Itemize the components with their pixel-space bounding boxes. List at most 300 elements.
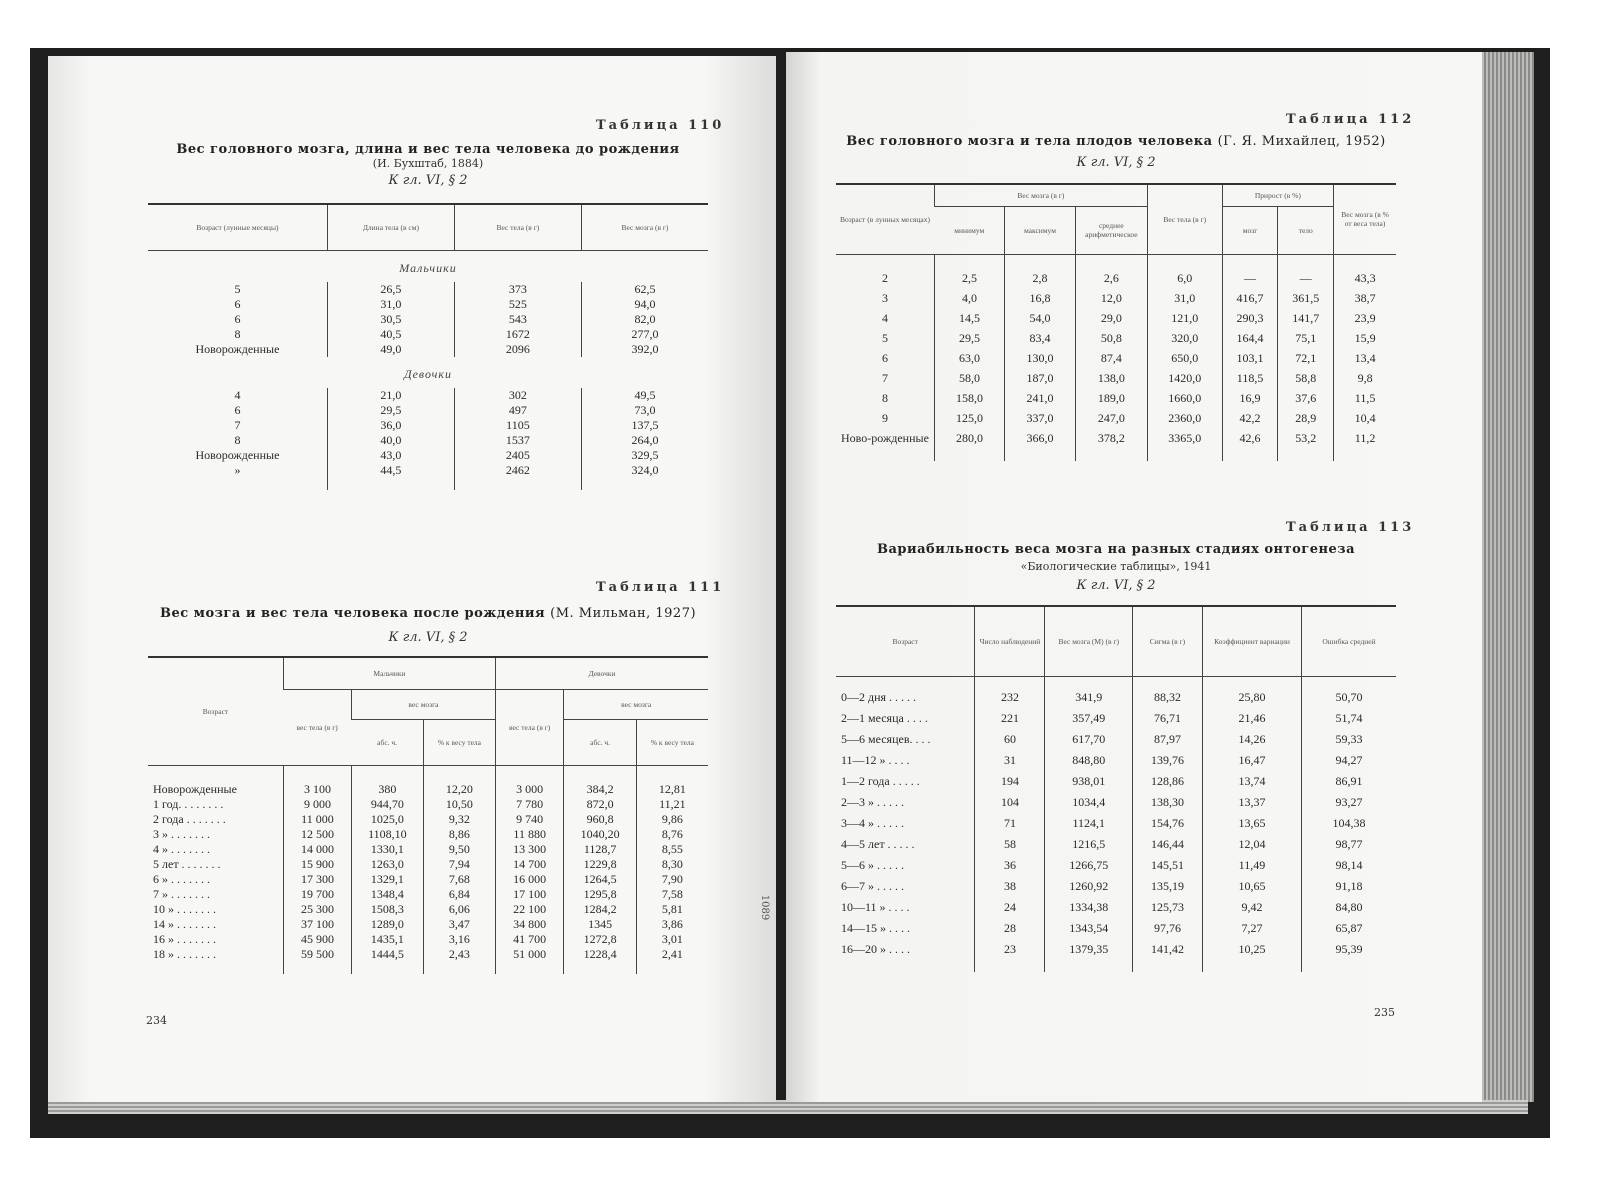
table-cell: 2360,0 — [1147, 409, 1222, 429]
table-row — [148, 917, 708, 932]
table-cell: 5—6 » . . . . . — [841, 857, 904, 872]
table-row — [836, 939, 1396, 960]
table-cell: 13,37 — [1202, 792, 1301, 813]
table-cell: 3,01 — [636, 932, 708, 947]
table113-header-sigma: Сигма (в г) — [1132, 606, 1202, 676]
table-cell: 1343,54 — [1045, 918, 1133, 939]
table111-header-girls-body: вес тела (в г) — [495, 689, 563, 765]
table111-header-boys-abs: абс. ч. — [351, 719, 423, 765]
table-row — [836, 813, 1396, 834]
table-cell: 3,16 — [423, 932, 495, 947]
table-cell: 17 300 — [283, 872, 351, 887]
table-cell: 357,49 — [1045, 708, 1133, 729]
table-cell: 11,5 — [1334, 389, 1396, 409]
table-cell: 290,3 — [1222, 309, 1278, 329]
table-cell: 7,58 — [636, 887, 708, 902]
table-cell: 29,0 — [1075, 309, 1147, 329]
table-cell: 71 — [975, 813, 1045, 834]
table-cell: 11,21 — [636, 797, 708, 812]
table112-header-body: Вес тела (в г) — [1147, 184, 1222, 254]
table-cell: 128,86 — [1132, 771, 1202, 792]
table111-header-boys-pct: % к весу тела — [423, 719, 495, 765]
table-cell: 10,50 — [423, 797, 495, 812]
table110-section-girls: Девочки — [403, 366, 453, 381]
table112 — [836, 183, 1396, 461]
table111-header-age: Возраст — [148, 657, 283, 765]
page-bottom-edges — [48, 1100, 1528, 1114]
table-cell: 2—1 месяца . . . . — [841, 710, 928, 725]
table-cell: 104,38 — [1302, 813, 1397, 834]
table-cell: 5,81 — [636, 902, 708, 917]
table-cell: 2,43 — [423, 947, 495, 962]
table111-header-girls: Девочки — [495, 657, 708, 689]
table-cell: 13,74 — [1202, 771, 1301, 792]
table112-header-ratio: Вес мозга (в % от веса тела) — [1334, 184, 1396, 254]
table-row: 8 40,5 1672 277,0 — [148, 327, 708, 342]
table-row — [148, 887, 708, 902]
table110 — [148, 203, 708, 490]
table112-header-age: Возраст (в лунных месяцах) — [836, 184, 934, 254]
table-cell: 617,70 — [1045, 729, 1133, 750]
table-cell: 187,0 — [1005, 369, 1076, 389]
table-cell: 145,51 — [1132, 855, 1202, 876]
table-cell: 94,27 — [1302, 750, 1397, 771]
table-row — [148, 827, 708, 842]
table-cell: 43,3 — [1334, 269, 1396, 289]
table-cell: 9,50 — [423, 842, 495, 857]
table-cell: 12 500 — [283, 827, 351, 842]
table-cell: 87,97 — [1132, 729, 1202, 750]
table112-title: Вес головного мозга и тела плодов человека (Г. Я. Михайлец, 1952) — [846, 134, 1386, 149]
table-cell: 98,14 — [1302, 855, 1397, 876]
table-cell: 1266,75 — [1045, 855, 1133, 876]
table-cell: 6 » . . . . . . . — [153, 871, 210, 886]
table-cell: 104 — [975, 792, 1045, 813]
table-cell: 6 — [881, 351, 888, 365]
table-cell: 194 — [975, 771, 1045, 792]
table-cell: 938,01 — [1045, 771, 1133, 792]
table112-header-gain-body: тело — [1278, 206, 1334, 254]
table-cell: — — [1222, 269, 1278, 289]
table-row — [836, 855, 1396, 876]
page-number-left: 234 — [146, 1014, 167, 1027]
table-cell: 1228,4 — [564, 947, 636, 962]
table-cell: 3 — [881, 291, 888, 305]
table-cell: 16,47 — [1202, 750, 1301, 771]
table-cell: 8,76 — [636, 827, 708, 842]
table113-ref: К гл. VI, § 2 — [1076, 578, 1156, 593]
table-cell: 9,86 — [636, 812, 708, 827]
table-cell: 4 — [881, 311, 888, 325]
table-cell: 141,7 — [1278, 309, 1334, 329]
table111-header-boys-brain: вес мозга — [351, 689, 495, 719]
table-cell: 37,6 — [1278, 389, 1334, 409]
table-cell: 14,5 — [934, 309, 1004, 329]
table-cell: 5—6 месяцев. . . . — [841, 731, 931, 746]
table-cell: 10,25 — [1202, 939, 1301, 960]
table-cell: 141,42 — [1132, 939, 1202, 960]
table-row — [836, 409, 1396, 429]
table-cell: 8 — [881, 391, 888, 405]
table112-header-brain: Вес мозга (в г) — [934, 184, 1147, 206]
table-cell: 42,2 — [1222, 409, 1278, 429]
table-cell: 65,87 — [1302, 918, 1397, 939]
table-cell: 58 — [975, 834, 1045, 855]
table-cell: 24 — [975, 897, 1045, 918]
table-cell: 125,73 — [1132, 897, 1202, 918]
table-cell: 76,71 — [1132, 708, 1202, 729]
table-cell: 1108,10 — [351, 827, 423, 842]
table-cell: 3,47 — [423, 917, 495, 932]
table-cell: 118,5 — [1222, 369, 1278, 389]
table-cell: 2,41 — [636, 947, 708, 962]
table-cell: 9 000 — [283, 797, 351, 812]
table113-label: Таблица 113 — [1286, 520, 1415, 535]
table-cell: 31 — [975, 750, 1045, 771]
table-cell: 95,39 — [1302, 939, 1397, 960]
table-cell: 38,7 — [1334, 289, 1396, 309]
table-cell: Новорожденные — [153, 781, 237, 796]
table-cell: 3365,0 — [1147, 429, 1222, 449]
table-cell: 91,18 — [1302, 876, 1397, 897]
table-cell: 72,1 — [1278, 349, 1334, 369]
table-cell: 1128,7 — [564, 842, 636, 857]
table-cell: 8,86 — [423, 827, 495, 842]
table-row — [836, 876, 1396, 897]
table-cell: 221 — [975, 708, 1045, 729]
table-cell: 1040,20 — [564, 827, 636, 842]
table-row: 5 26,5 373 62,5 — [148, 282, 708, 297]
table-cell: 1329,1 — [351, 872, 423, 887]
table-cell: 34 800 — [495, 917, 563, 932]
table-cell: 384,2 — [564, 782, 636, 797]
table-cell: 13,65 — [1202, 813, 1301, 834]
table-cell: 14—15 » . . . . — [841, 920, 910, 935]
table-cell: 16 000 — [495, 872, 563, 887]
table-cell: 15,9 — [1334, 329, 1396, 349]
table112-header-gain: Прирост (в %) — [1222, 184, 1333, 206]
table-cell: 130,0 — [1005, 349, 1076, 369]
table-row — [836, 792, 1396, 813]
table-row — [148, 782, 708, 797]
table-cell: 189,0 — [1075, 389, 1147, 409]
table-row — [148, 932, 708, 947]
table-row: 8 40,0 1537 264,0 — [148, 433, 708, 448]
table-cell: 139,76 — [1132, 750, 1202, 771]
table-cell: 84,80 — [1302, 897, 1397, 918]
table-cell: 41 700 — [495, 932, 563, 947]
table-cell: 247,0 — [1075, 409, 1147, 429]
table-cell: 6—7 » . . . . . — [841, 878, 904, 893]
table-cell: 6,84 — [423, 887, 495, 902]
table-cell: — — [1278, 269, 1334, 289]
table-cell: 14 000 — [283, 842, 351, 857]
table-cell: 54,0 — [1005, 309, 1076, 329]
table-row — [836, 687, 1396, 708]
table-cell: 320,0 — [1147, 329, 1222, 349]
table-cell: 138,0 — [1075, 369, 1147, 389]
table-cell: 25 300 — [283, 902, 351, 917]
table-cell: 19 700 — [283, 887, 351, 902]
table-cell: Ново-рожденные — [841, 431, 929, 445]
table-cell: 1263,0 — [351, 857, 423, 872]
table-cell: 8,55 — [636, 842, 708, 857]
table-cell: 87,4 — [1075, 349, 1147, 369]
table112-ref: К гл. VI, § 2 — [1076, 155, 1156, 170]
table-row — [148, 842, 708, 857]
table-cell: 25,80 — [1202, 687, 1301, 708]
table-cell: 51,74 — [1302, 708, 1397, 729]
table112-header-max: максимум — [1005, 206, 1076, 254]
table111-title: Вес мозга и вес тела человека после рождения (М. Мильман, 1927) — [159, 606, 697, 621]
table-cell: 7 » . . . . . . . — [153, 886, 210, 901]
table-cell: 16,9 — [1222, 389, 1278, 409]
table110-ref: К гл. VI, § 2 — [388, 173, 468, 188]
table-row — [148, 872, 708, 887]
table111-header-girls-brain: вес мозга — [564, 689, 708, 719]
table-cell: 51 000 — [495, 947, 563, 962]
table110-source: (И. Бухштаб, 1884) — [372, 157, 484, 170]
table-cell: 8,30 — [636, 857, 708, 872]
table-cell: 1229,8 — [564, 857, 636, 872]
table-cell: 6,0 — [1147, 269, 1222, 289]
table-cell: 361,5 — [1278, 289, 1334, 309]
left-page — [48, 56, 776, 1102]
table110-header-brain-weight: Вес мозга (в г) — [581, 204, 708, 250]
table-cell: 58,0 — [934, 369, 1004, 389]
table-cell: 1334,38 — [1045, 897, 1133, 918]
table-cell: 12,20 — [423, 782, 495, 797]
table-cell: 16 » . . . . . . . — [153, 931, 216, 946]
table111-label: Таблица 111 — [596, 580, 725, 595]
table111-header-boys-body: вес тела (в г) — [283, 689, 351, 765]
table-row — [836, 918, 1396, 939]
table-cell: 1124,1 — [1045, 813, 1133, 834]
table-cell: 232 — [975, 687, 1045, 708]
table-cell: 14 » . . . . . . . — [153, 916, 216, 931]
table-cell: 1284,2 — [564, 902, 636, 917]
table-row — [836, 269, 1396, 289]
table110-header-age: Возраст (лунные месяцы) — [148, 204, 327, 250]
page-edges — [1482, 52, 1534, 1102]
table-row — [836, 729, 1396, 750]
table-row: Новорожденные 49,0 2096 392,0 — [148, 342, 708, 357]
table-cell: 11—12 » . . . . — [841, 752, 910, 767]
table-row — [836, 289, 1396, 309]
table-row: 7 36,0 1105 137,5 — [148, 418, 708, 433]
table-cell: 9,32 — [423, 812, 495, 827]
table-cell: 2—3 » . . . . . — [841, 794, 904, 809]
table-row — [148, 857, 708, 872]
table-cell: 58,8 — [1278, 369, 1334, 389]
table-cell: 29,5 — [934, 329, 1004, 349]
table113-source: «Биологические таблицы», 1941 — [1020, 560, 1212, 573]
table-cell: 63,0 — [934, 349, 1004, 369]
table-cell: 31,0 — [1147, 289, 1222, 309]
table-cell: 280,0 — [934, 429, 1004, 449]
table-cell: 103,1 — [1222, 349, 1278, 369]
table-row: » 44,5 2462 324,0 — [148, 463, 708, 478]
table-cell: 1660,0 — [1147, 389, 1222, 409]
table-cell: 5 — [881, 331, 888, 345]
table113-header-brain: Вес мозга (M) (в г) — [1045, 606, 1133, 676]
table-cell: 16—20 » . . . . — [841, 941, 910, 956]
table-row: 6 31,0 525 94,0 — [148, 297, 708, 312]
table112-header-avg: среднее арифметическое — [1075, 206, 1147, 254]
table-cell: 11,49 — [1202, 855, 1301, 876]
table-cell: 12,0 — [1075, 289, 1147, 309]
table-cell: 2,8 — [1005, 269, 1076, 289]
table-cell: 11 880 — [495, 827, 563, 842]
table-cell: 7,90 — [636, 872, 708, 887]
table-cell: 341,9 — [1045, 687, 1133, 708]
table-cell: 3—4 » . . . . . — [841, 815, 904, 830]
table-cell: 38 — [975, 876, 1045, 897]
table-cell: 23,9 — [1334, 309, 1396, 329]
table111-header-boys: Мальчики — [283, 657, 495, 689]
table-cell: 7,68 — [423, 872, 495, 887]
table-cell: 86,91 — [1302, 771, 1397, 792]
table111-header-girls-abs: абс. ч. — [564, 719, 636, 765]
table-cell: 10 » . . . . . . . — [153, 901, 216, 916]
table-cell: 50,70 — [1302, 687, 1397, 708]
table113 — [836, 605, 1396, 972]
table-row: 4 21,0 302 49,5 — [148, 388, 708, 403]
table-cell: 59 500 — [283, 947, 351, 962]
table-cell: 337,0 — [1005, 409, 1076, 429]
table-cell: 12,04 — [1202, 834, 1301, 855]
table-cell: 9 — [881, 411, 888, 425]
table-cell: 9 740 — [495, 812, 563, 827]
table-cell: 7,27 — [1202, 918, 1301, 939]
table-cell: 3 000 — [495, 782, 563, 797]
table-cell: 366,0 — [1005, 429, 1076, 449]
gutter-stamp: 1089 — [759, 894, 771, 921]
table-cell: 13,4 — [1334, 349, 1396, 369]
table-cell: 2 года . . . . . . . — [153, 811, 226, 826]
table113-header-age: Возраст — [836, 606, 975, 676]
table-cell: 14,26 — [1202, 729, 1301, 750]
table-row: 6 29,5 497 73,0 — [148, 403, 708, 418]
table-row: Новорожденные 43,0 2405 329,5 — [148, 448, 708, 463]
table-cell: 2,6 — [1075, 269, 1147, 289]
table110-section-boys: Мальчики — [399, 260, 457, 275]
table-cell: 1435,1 — [351, 932, 423, 947]
table-cell: 1272,8 — [564, 932, 636, 947]
table-row — [836, 771, 1396, 792]
table-cell: 1295,8 — [564, 887, 636, 902]
table-cell: 3 100 — [283, 782, 351, 797]
table-cell: 650,0 — [1147, 349, 1222, 369]
table-cell: 21,46 — [1202, 708, 1301, 729]
table-cell: 164,4 — [1222, 329, 1278, 349]
table-cell: 1379,35 — [1045, 939, 1133, 960]
table-cell: 1444,5 — [351, 947, 423, 962]
table111-header-girls-pct: % к весу тела — [636, 719, 708, 765]
table-cell: 1264,5 — [564, 872, 636, 887]
table-cell: 872,0 — [564, 797, 636, 812]
table-cell: 17 100 — [495, 887, 563, 902]
table-cell: 1420,0 — [1147, 369, 1222, 389]
table-cell: 16,8 — [1005, 289, 1076, 309]
table112-header-min: минимум — [934, 206, 1004, 254]
table-cell: 1216,5 — [1045, 834, 1133, 855]
table-cell: 4,0 — [934, 289, 1004, 309]
table-cell: 53,2 — [1278, 429, 1334, 449]
table-cell: 241,0 — [1005, 389, 1076, 409]
table-cell: 146,44 — [1132, 834, 1202, 855]
table110-title: Вес головного мозга, длина и вес тела человека до рождения — [176, 142, 680, 157]
table111-ref: К гл. VI, § 2 — [388, 630, 468, 645]
table113-header-coef: Коэффициент вариации — [1202, 606, 1301, 676]
table-cell: 138,30 — [1132, 792, 1202, 813]
table-cell: 3 » . . . . . . . — [153, 826, 210, 841]
table-cell: 1345 — [564, 917, 636, 932]
table-row — [836, 429, 1396, 449]
table-cell: 1034,4 — [1045, 792, 1133, 813]
table-cell: 154,76 — [1132, 813, 1202, 834]
table-cell: 37 100 — [283, 917, 351, 932]
table-row — [836, 369, 1396, 389]
table-cell: 10—11 » . . . . — [841, 899, 910, 914]
table-cell: 158,0 — [934, 389, 1004, 409]
table-cell: 378,2 — [1075, 429, 1147, 449]
table-cell: 75,1 — [1278, 329, 1334, 349]
table-cell: 36 — [975, 855, 1045, 876]
table-row — [148, 812, 708, 827]
table-cell: 1330,1 — [351, 842, 423, 857]
table-cell: 50,8 — [1075, 329, 1147, 349]
table-cell: 15 900 — [283, 857, 351, 872]
table-cell: 416,7 — [1222, 289, 1278, 309]
table-cell: 93,27 — [1302, 792, 1397, 813]
table110-header-body-weight: Вес тела (в г) — [454, 204, 581, 250]
table-cell: 10,4 — [1334, 409, 1396, 429]
table-row — [836, 834, 1396, 855]
table-cell: 22 100 — [495, 902, 563, 917]
table-cell: 42,6 — [1222, 429, 1278, 449]
table-cell: 9,8 — [1334, 369, 1396, 389]
table-cell: 7 780 — [495, 797, 563, 812]
table-cell: 45 900 — [283, 932, 351, 947]
table-cell: 2,5 — [934, 269, 1004, 289]
right-page — [759, 52, 1482, 1102]
table-row — [836, 708, 1396, 729]
table-cell: 2 — [881, 271, 888, 285]
table-row — [148, 902, 708, 917]
table-cell: 97,76 — [1132, 918, 1202, 939]
table-row — [836, 349, 1396, 369]
table-row — [836, 750, 1396, 771]
table-cell: 60 — [975, 729, 1045, 750]
table-cell: 135,19 — [1132, 876, 1202, 897]
table-cell: 6,06 — [423, 902, 495, 917]
table-row — [148, 947, 708, 962]
table-cell: 4—5 лет . . . . . — [841, 836, 915, 851]
table-cell: 1 год. . . . . . . . — [153, 796, 224, 811]
table-row — [836, 329, 1396, 349]
table-cell: 12,81 — [636, 782, 708, 797]
page-number-right: 235 — [1374, 1006, 1395, 1019]
table-cell: 3,86 — [636, 917, 708, 932]
table-cell: 1348,4 — [351, 887, 423, 902]
table-cell: 28 — [975, 918, 1045, 939]
table-cell: 13 300 — [495, 842, 563, 857]
table110-header-length: Длина тела (в см) — [327, 204, 454, 250]
table-cell: 14 700 — [495, 857, 563, 872]
table113-header-error: Ошибка средней — [1302, 606, 1397, 676]
table112-header-gain-brain: мозг — [1222, 206, 1278, 254]
